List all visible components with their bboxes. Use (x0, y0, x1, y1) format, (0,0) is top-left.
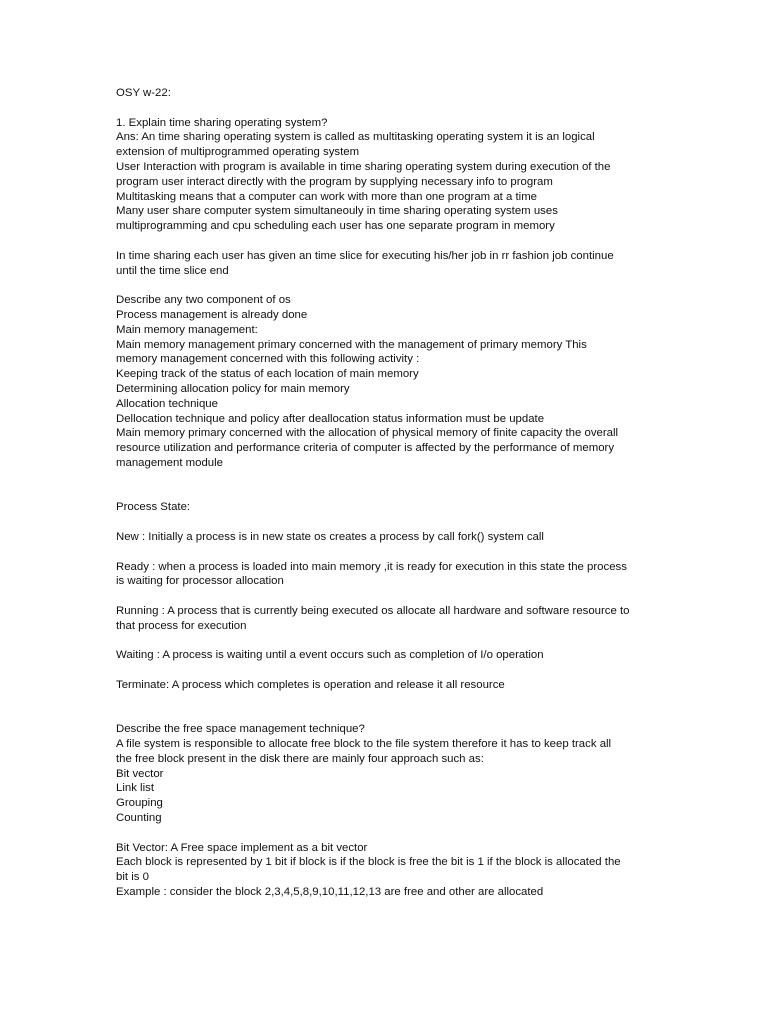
blank-line (116, 515, 656, 530)
text-line: Bit Vector: A Free space implement as a bit vector (116, 841, 368, 854)
blank-line (116, 471, 656, 486)
text-line: Process State: (116, 501, 191, 514)
blank-line (116, 826, 656, 841)
text-line: the free block present in the disk there are mainly four approach such as: (116, 752, 484, 765)
text-line: is waiting for processor allocation (116, 575, 284, 588)
text-line: Running : A process that is currently being executed os allocate all hardware and software resource to (116, 604, 630, 617)
text-line: Dellocation technique and policy after deallocation status information must be update (116, 412, 545, 425)
text-line: Bit vector (116, 767, 164, 780)
text-line: Example : consider the block 2,3,4,5,8,9,10,11,12,13 are free and other are allocated (116, 886, 544, 899)
text-line: management module (116, 456, 224, 469)
blank-line (116, 589, 656, 604)
text-line: Grouping (116, 797, 163, 810)
text-line: Each block is represented by 1 bit if block is if the block is free the bit is 1 if the block is allocated the (116, 856, 621, 869)
text-line: Counting (116, 812, 162, 825)
text-line: resource utilization and performance criteria of computer is affected by the performance of memory (116, 442, 615, 455)
text-line: Process management is already done (116, 308, 308, 321)
blank-line (116, 101, 656, 116)
blank-line (116, 663, 656, 678)
blank-line (116, 278, 656, 293)
blank-line (116, 707, 656, 722)
text-line: Main memory primary concerned with the allocation of physical memory of finite capacity the overall (116, 427, 619, 440)
text-line: Main memory management: (116, 323, 258, 336)
text-line: Describe any two component of os (116, 294, 291, 307)
text-line: Multitasking means that a computer can work with more than one program at a time (116, 190, 538, 203)
text-line: Ans: An time sharing operating system is called as multitasking operating system it is an logical (116, 131, 595, 144)
text-line: multiprogramming and cpu scheduling each user has one separate program in memory (116, 220, 555, 233)
text-line: In time sharing each user has given an time slice for executing his/her job in rr fashion job continue (116, 249, 614, 262)
text-line: New : Initially a process is in new state os creates a process by call fork() system call (116, 530, 544, 543)
text-line: User Interaction with program is available in time sharing operating system during execution of the (116, 160, 611, 173)
blank-line (116, 633, 656, 648)
text-line: extension of multiprogrammed operating system (116, 146, 360, 159)
text-line: OSY w-22: (116, 87, 171, 99)
text-line: Many user share computer system simultaneouly in time sharing operating system uses (116, 205, 558, 218)
text-line: Main memory management primary concerned with the management of primary memory This (116, 338, 587, 351)
text-line: Determining allocation policy for main memory (116, 382, 350, 395)
blank-line (116, 234, 656, 249)
blank-line (116, 693, 656, 708)
text-line: Terminate: A process which completes is operation and release it all resource (116, 678, 505, 691)
text-line: Allocation technique (116, 397, 218, 410)
text-line: Describe the free space management technique? (116, 723, 365, 736)
text-line: until the time slice end (116, 264, 229, 277)
text-line: Keeping track of the status of each location of main memory (116, 368, 419, 381)
blank-line (116, 545, 656, 560)
text-line: A file system is responsible to allocate free block to the file system therefore it has to keep track all (116, 738, 612, 751)
text-line: bit is 0 (116, 871, 149, 884)
text-line: that process for execution (116, 619, 247, 632)
blank-line (116, 486, 656, 501)
document-page (116, 86, 656, 900)
text-line: 1. Explain time sharing operating system? (116, 116, 328, 129)
text-line: memory management concerned with this following activity : (116, 353, 420, 366)
text-line: program user interact directly with the program by supplying necessary info to program (116, 175, 553, 188)
text-line: Link list (116, 782, 154, 795)
text-line: Waiting : A process is waiting until a event occurs such as completion of I/o operation (116, 649, 544, 662)
text-line: Ready : when a process is loaded into main memory ,it is ready for execution in this state the process (116, 560, 627, 573)
